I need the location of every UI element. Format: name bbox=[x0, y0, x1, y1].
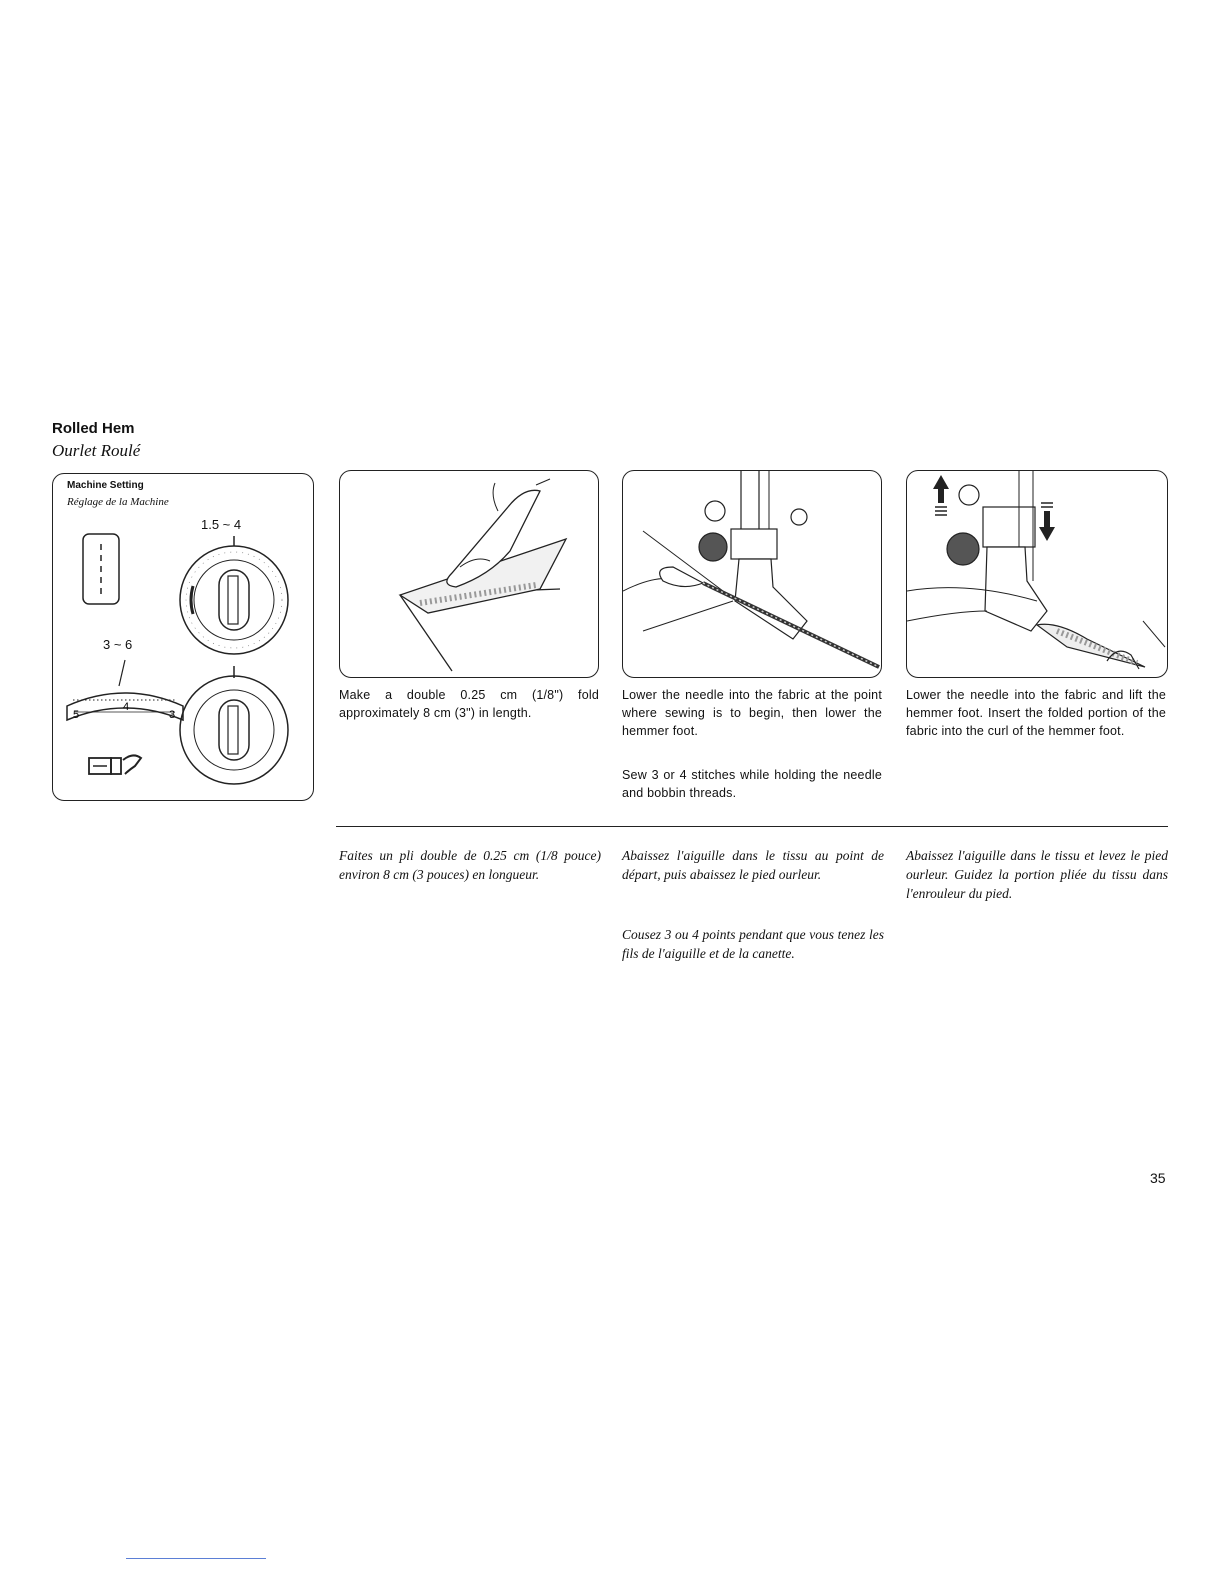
page-number: 35 bbox=[1150, 1170, 1166, 1186]
step2-text-fr: Abaissez l'aiguille dans le tissu au point de départ, puis abaissez le pied ourleur. bbox=[622, 848, 884, 882]
section-divider bbox=[336, 826, 1168, 827]
fold-fabric-illustration bbox=[339, 470, 599, 678]
step2-text-en-2: Sew 3 or 4 stitches while holding the needle and bobbin threads. bbox=[622, 768, 882, 800]
machine-setting-heading-french: Réglage de la Machine bbox=[67, 496, 169, 508]
straight-stitch-pattern-icon bbox=[83, 534, 119, 604]
page-title: Rolled Hem bbox=[52, 420, 135, 437]
hemmer-foot-icon bbox=[89, 755, 141, 774]
stitch-width-value: 1.5 ~ 4 bbox=[201, 517, 242, 532]
length-scale-5: 5 bbox=[73, 709, 80, 721]
step2-text-fr-2: Cousez 3 ou 4 points pendant que vous tenez les fils de l'aiguille et de la canette. bbox=[622, 927, 884, 961]
stitch-length-value: 3 ~ 6 bbox=[103, 637, 133, 652]
step2-text-en: Lower the needle into the fabric at the point where sewing is to begin, then lower the hemmer foot. bbox=[622, 688, 882, 738]
lower-arrow-icon bbox=[1039, 503, 1055, 541]
insert-fabric-drawing bbox=[907, 471, 1167, 677]
step3-text-fr: Abaissez l'aiguille dans le tissu et levez le pied ourleur. Guidez la portion pliée du tissu dans l'enrouleur du pied. bbox=[906, 848, 1168, 901]
page-title-french: Ourlet Roulé bbox=[52, 441, 141, 460]
machine-setting-panel bbox=[52, 473, 314, 801]
step3-text-en: Lower the needle into the fabric and lift the hemmer foot. Insert the folded portion of the fabric into the curl of the hemmer foot. bbox=[906, 688, 1166, 738]
pattern-selector-dial-icon bbox=[180, 666, 288, 784]
length-scale-3: 3 bbox=[169, 709, 176, 721]
fold-fabric-drawing bbox=[340, 471, 598, 677]
lift-arrow-icon bbox=[933, 475, 949, 515]
machine-setting-drawing bbox=[53, 474, 313, 800]
step1-text-en: Make a double 0.25 cm (1/8") fold approximately 8 cm (3") in length. bbox=[339, 688, 599, 720]
machine-setting-heading: Machine Setting bbox=[67, 480, 144, 491]
lower-needle-drawing bbox=[623, 471, 881, 677]
stitch-width-dial-icon bbox=[180, 536, 288, 654]
step1-text-fr: Faites un pli double de 0.25 cm (1/8 pouce) environ 8 cm (3 pouces) en longueur. bbox=[339, 848, 601, 882]
insert-fabric-illustration bbox=[906, 470, 1168, 678]
stitch-length-dial-icon bbox=[67, 660, 183, 721]
length-scale-4: 4 bbox=[123, 701, 130, 713]
lower-needle-illustration bbox=[622, 470, 882, 678]
bottom-rule bbox=[126, 1558, 266, 1559]
